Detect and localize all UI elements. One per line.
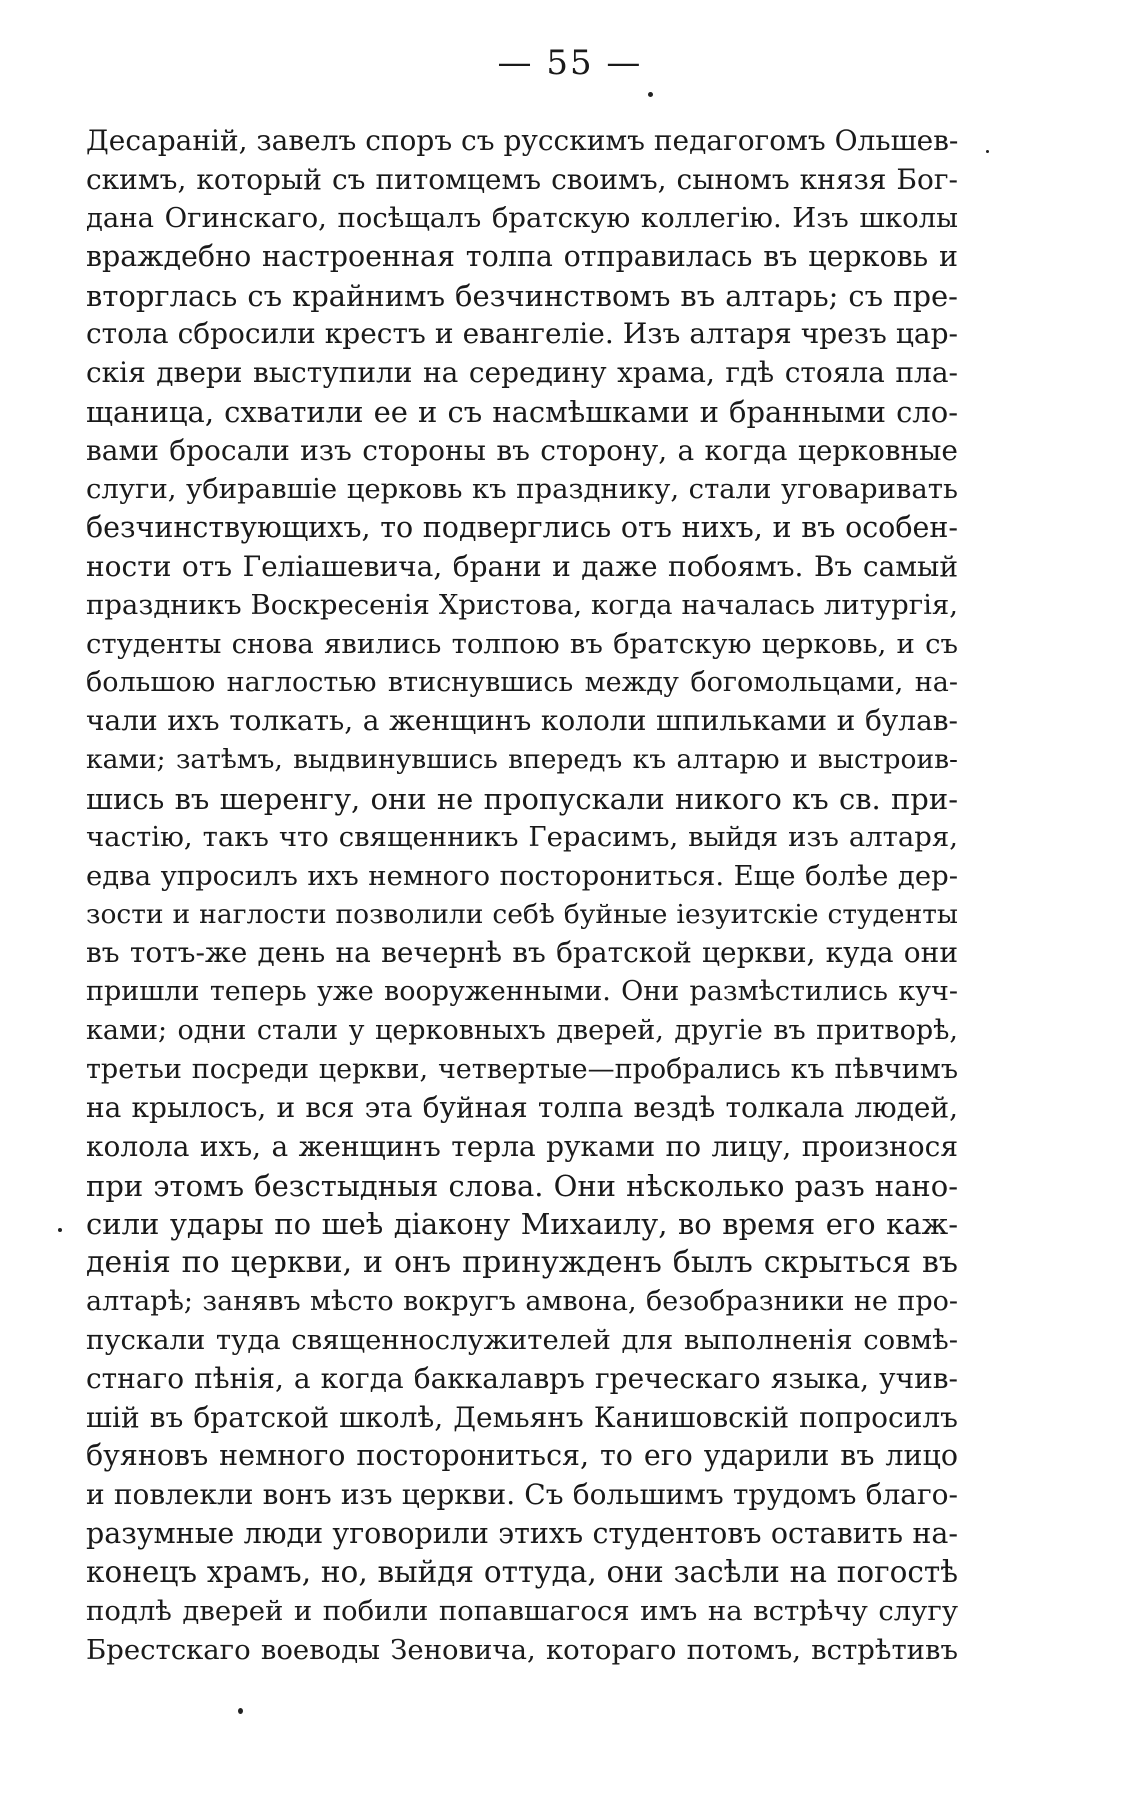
text-line: ности отъ Геліашевича, брани и даже побоямъ. Въ самый bbox=[86, 549, 958, 583]
text-line: безчинствующихъ, то подверглись отъ нихъ, и въ особен- bbox=[86, 510, 958, 544]
text-line: буяновъ немного посторониться, то его ударили въ лицо bbox=[86, 1439, 958, 1473]
text-line: шій въ братской школѣ, Демьянъ Канишовскій попросилъ bbox=[86, 1400, 958, 1434]
ink-speck bbox=[58, 1228, 62, 1232]
text-line: разумные люди уговорили этихъ студентовъ оставить на- bbox=[86, 1516, 958, 1550]
text-line: дана Огинскаго, посѣщалъ братскую коллегію. Изъ школы bbox=[86, 202, 958, 235]
text-line: большою наглостью втиснувшись между богомольцами, на- bbox=[86, 666, 958, 698]
text-line: щаница, схватили ее и съ насмѣшками и бранными сло- bbox=[86, 394, 958, 429]
text-line: враждебно настроенная толпа отправилась въ церковь и bbox=[86, 240, 958, 274]
text-line: при этомъ безстыдныя слова. Они нѣсколько разъ нано- bbox=[86, 1168, 958, 1203]
ink-speck bbox=[648, 92, 653, 97]
text-line: зости и наглости позволили себѣ буйные іезуитскіе студенты bbox=[86, 898, 958, 930]
text-line: пришли теперь уже вооруженными. Они размѣстились куч- bbox=[86, 976, 958, 1008]
text-line: третьи посреди церкви, четвертые—пробрались къ пѣвчимъ bbox=[86, 1053, 958, 1085]
text-line: Десараній, завелъ споръ съ русскимъ педагогомъ Ольшев- bbox=[86, 124, 959, 157]
text-line: пускали туда священнослужителей для выполненія совмѣ- bbox=[86, 1324, 958, 1357]
text-line: ками; одни стали у церковныхъ дверей, другіе въ притворѣ, bbox=[86, 1014, 958, 1046]
text-line: стнаго пѣнія, а когда баккалавръ греческаго языка, учив- bbox=[86, 1362, 958, 1395]
text-line: шись въ шеренгу, они не пропускали никого къ св. при- bbox=[86, 781, 958, 816]
ink-speck bbox=[238, 1708, 243, 1714]
text-line: вторглась съ крайнимъ безчинствомъ въ алтарь; съ пре- bbox=[86, 278, 958, 313]
text-line: ками; затѣмъ, выдвинувшись впередъ къ алтарю и выстроив- bbox=[86, 744, 958, 775]
text-line: частію, такъ что священникъ Герасимъ, выйдя изъ алтаря, bbox=[86, 821, 958, 854]
ink-speck bbox=[986, 150, 989, 153]
text-line: слуги, убиравшіе церковь къ празднику, стали уговаривать bbox=[86, 473, 958, 506]
text-line: студенты снова явились толпою въ братскую церковь, и съ bbox=[86, 627, 958, 660]
text-line: чали ихъ толкать, а женщинъ кололи шпильками и булав- bbox=[86, 704, 958, 738]
text-line: скія двери выступили на середину храма, гдѣ стояла пла- bbox=[86, 356, 958, 390]
text-line: праздникъ Воскресенія Христова, когда началась литургія, bbox=[86, 589, 958, 622]
body-text bbox=[86, 122, 958, 1670]
text-line: денія по церкви, и онъ принужденъ былъ скрыться въ bbox=[86, 1244, 958, 1280]
text-line: и повлекли вонъ изъ церкви. Съ большимъ трудомъ благо- bbox=[86, 1478, 958, 1512]
text-line: едва упросилъ ихъ немного посторониться. Еще болѣе дер- bbox=[86, 860, 958, 893]
text-line: подлѣ дверей и побили попавшагося имъ на встрѣчу слугу bbox=[86, 1595, 958, 1628]
text-line: конецъ храмъ, но, выйдя оттуда, они засѣли на погостѣ bbox=[86, 1555, 958, 1590]
text-line: скимъ, который съ питомцемъ своимъ, сыномъ князя Бог- bbox=[86, 162, 958, 196]
text-line: стола сбросили крестъ и евангеліе. Изъ алтаря чрезъ цар- bbox=[86, 317, 958, 351]
text-line: вами бросали изъ стороны въ сторону, а когда церковные bbox=[86, 433, 958, 467]
text-line: Брестскаго воеводы Зеновича, котораго потомъ, встрѣтивъ bbox=[86, 1633, 958, 1666]
text-line: въ тотъ-же день на вечернѣ въ братской церкви, куда они bbox=[86, 936, 958, 970]
text-line: на крылосъ, и вся эта буйная толпа вездѣ толкала людей, bbox=[86, 1091, 958, 1125]
page-number: — 55 — bbox=[497, 43, 643, 83]
text-line: сили удары по шеѣ діакону Михаилу, во время его каж- bbox=[86, 1207, 958, 1242]
text-line: алтарѣ; занявъ мѣсто вокругъ амвона, безобразники не про- bbox=[86, 1285, 958, 1317]
text-line: колола ихъ, а женщинъ терла руками по лицу, произнося bbox=[86, 1129, 958, 1163]
